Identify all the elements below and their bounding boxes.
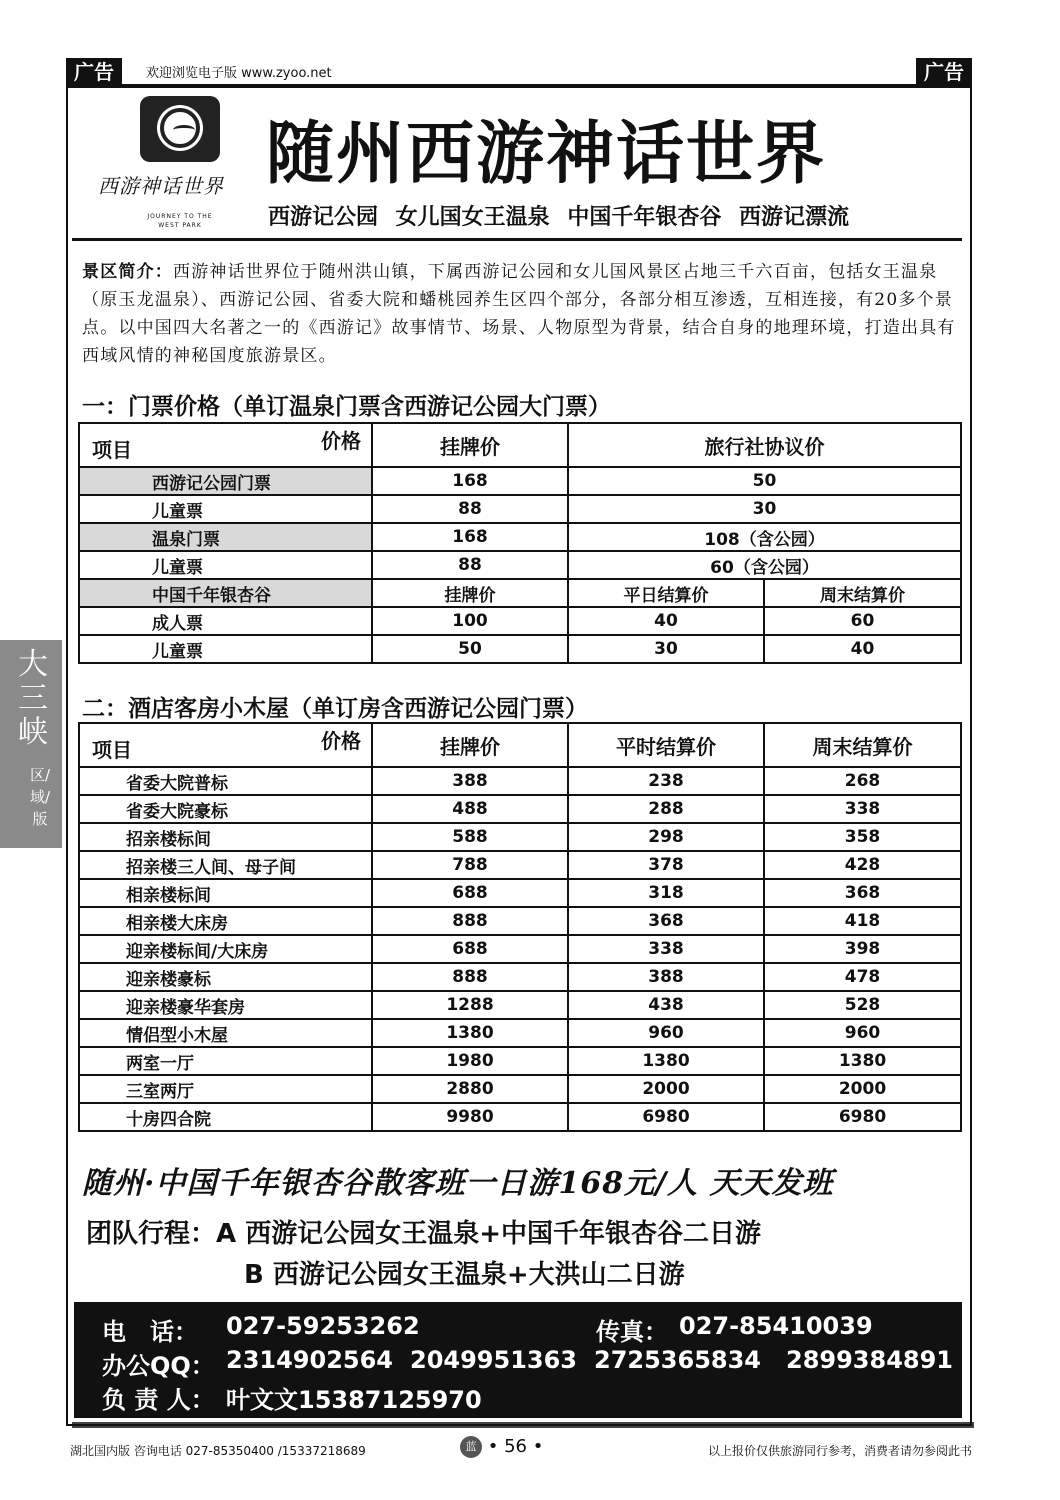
website-url: 欢迎浏览电子版 www.zyoo.net [146, 66, 332, 81]
ginkgo-header-row [79, 579, 961, 607]
row-weekend-price: 40 [764, 635, 961, 663]
ad-tag-right: 广告 [916, 58, 972, 86]
table-row [79, 879, 961, 907]
row-list-price: 9980 [372, 1103, 568, 1131]
table-row [79, 551, 961, 579]
row-list-price: 1288 [372, 991, 568, 1019]
row-name: 迎亲楼豪华套房 [79, 991, 372, 1019]
table-row [79, 823, 961, 851]
diag-header-cell [79, 423, 372, 467]
row-agency-price: 108（含公园） [568, 523, 961, 551]
row-weekend-price: 2000 [764, 1075, 961, 1103]
row-weekend-price: 6980 [764, 1103, 961, 1131]
row-name: 招亲楼三人间、母子间 [79, 851, 372, 879]
row-list-price: 88 [372, 551, 568, 579]
footer-disclaimer: 以上报价仅供旅游同行参考，消费者请勿参阅此书 [707, 1444, 972, 1458]
intro-label: 景区简介： [82, 262, 173, 282]
page-title: 随州西游神话世界 [266, 115, 827, 194]
row-name: 相亲楼标间 [79, 879, 372, 907]
hotel-rows [79, 767, 961, 1131]
row-list-price: 788 [372, 851, 568, 879]
table-row [79, 851, 961, 879]
row-list-price: 2880 [372, 1075, 568, 1103]
fax-label: 传真： [596, 1318, 668, 1346]
row-name: 两室一厅 [79, 1047, 372, 1075]
ginkgo-h3: 周末结算价 [764, 579, 961, 607]
edition-badge: 蓝 [460, 1436, 482, 1458]
row-weekday-price: 2000 [568, 1075, 764, 1103]
row-name: 省委大院豪标 [79, 795, 372, 823]
row-weekday-price: 6980 [568, 1103, 764, 1131]
row-list-price: 168 [372, 523, 568, 551]
fax-number: 027-85410039 [679, 1312, 873, 1340]
owner-label: 负 责 人： [102, 1386, 215, 1414]
row-name: 儿童票 [79, 551, 372, 579]
row-name: 相亲楼大床房 [79, 907, 372, 935]
row-weekend-price: 418 [764, 907, 961, 935]
table-row [79, 963, 961, 991]
row-agency-price: 50 [568, 467, 961, 495]
table-row [79, 1047, 961, 1075]
row-weekend-price: 1380 [764, 1047, 961, 1075]
row-weekday-price: 1380 [568, 1047, 764, 1075]
table-row [79, 495, 961, 523]
row-list-price: 888 [372, 907, 568, 935]
page-number-text: • 56 • [487, 1436, 544, 1457]
row-weekday-price: 30 [568, 635, 764, 663]
header-price: 价格 [321, 729, 361, 753]
ginkgo-h1: 挂牌价 [372, 579, 568, 607]
title-divider [72, 238, 962, 241]
row-weekend-price: 60 [764, 607, 961, 635]
qq-4: 2899384891 [786, 1346, 953, 1374]
row-agency-price: 60（含公园） [568, 551, 961, 579]
row-name: 西游记公园门票 [79, 467, 372, 495]
row-name: 迎亲楼豪标 [79, 963, 372, 991]
row-weekday-price: 378 [568, 851, 764, 879]
promo-line: 随州·中国千年银杏谷散客班一日游168元/人 天天发班 [82, 1166, 834, 1201]
side-title: 大三峡 [18, 647, 48, 750]
row-weekend-price: 358 [764, 823, 961, 851]
row-weekday-price: 960 [568, 1019, 764, 1047]
contact-block [74, 1302, 962, 1418]
row-list-price: 1980 [372, 1047, 568, 1075]
row-weekday-price: 238 [568, 767, 764, 795]
row-list-price: 588 [372, 823, 568, 851]
attractions-subtitle: 西游记公园 女儿国女王温泉 中国千年银杏谷 西游记漂流 [268, 205, 849, 230]
hotel-price-table [78, 722, 962, 1132]
qq-1: 2314902564 [226, 1346, 393, 1374]
row-weekday-price: 388 [568, 963, 764, 991]
page-number [460, 1436, 543, 1458]
table-row [79, 635, 961, 663]
intro-paragraph [82, 258, 962, 370]
header-weekend-price: 周末结算价 [764, 723, 961, 767]
row-weekday-price: 318 [568, 879, 764, 907]
header-weekday-price: 平时结算价 [568, 723, 764, 767]
qq-2: 2049951363 [410, 1346, 577, 1374]
row-list-price: 88 [372, 495, 568, 523]
row-weekday-price: 298 [568, 823, 764, 851]
table-row [79, 1103, 961, 1131]
phone-number: 027-59253262 [226, 1312, 420, 1340]
table-row [79, 1075, 961, 1103]
row-weekend-price: 478 [764, 963, 961, 991]
row-list-price: 168 [372, 467, 568, 495]
table-row [79, 1019, 961, 1047]
row-list-price: 488 [372, 795, 568, 823]
row-name: 情侣型小木屋 [79, 1019, 372, 1047]
table-header-row [79, 423, 961, 467]
phone-label: 电 话： [102, 1318, 198, 1346]
row-list-price: 888 [372, 963, 568, 991]
row-weekday-price: 288 [568, 795, 764, 823]
route-a-text: A 西游记公园女王温泉+中国千年银杏谷二日游 [216, 1219, 761, 1249]
table-row [79, 467, 961, 495]
row-weekday-price: 40 [568, 607, 764, 635]
row-weekday-price: 368 [568, 907, 764, 935]
row-name: 十房四合院 [79, 1103, 372, 1131]
row-list-price: 50 [372, 635, 568, 663]
table-row [79, 767, 961, 795]
row-name: 迎亲楼标间/大床房 [79, 935, 372, 963]
row-list-price: 100 [372, 607, 568, 635]
table-row [79, 935, 961, 963]
qq-label: 办公QQ： [102, 1352, 215, 1380]
row-name: 省委大院普标 [79, 767, 372, 795]
ticket-section-title: 一：门票价格（单订温泉门票含西游记公园大门票） [82, 394, 611, 420]
row-name: 招亲楼标间 [79, 823, 372, 851]
hotel-section-title: 二：酒店客房小木屋（单订房含西游记公园门票） [82, 696, 588, 722]
row-weekday-price: 338 [568, 935, 764, 963]
row-weekend-price: 398 [764, 935, 961, 963]
row-agency-price: 30 [568, 495, 961, 523]
route-label: 团队行程： [86, 1219, 217, 1249]
row-weekend-price: 960 [764, 1019, 961, 1047]
row-list-price: 688 [372, 935, 568, 963]
ticket-price-table [78, 422, 962, 664]
row-weekend-price: 268 [764, 767, 961, 795]
ginkgo-name: 中国千年银杏谷 [79, 579, 372, 607]
ad-tag-left: 广告 [66, 58, 122, 86]
header-price: 价格 [321, 429, 361, 453]
header-agency-price: 旅行社协议价 [568, 423, 961, 467]
logo-chinese: 西游神话世界 [98, 174, 224, 198]
monkey-logo-icon [140, 96, 220, 162]
table-row [79, 795, 961, 823]
logo-english: JOURNEY TO THE WEST PARK [147, 213, 213, 229]
route-b-text: B 西游记公园女王温泉+大洪山二日游 [244, 1260, 685, 1290]
table-row [79, 907, 961, 935]
row-name: 三室两厅 [79, 1075, 372, 1103]
row-weekend-price: 338 [764, 795, 961, 823]
header-item: 项目 [92, 738, 132, 762]
route-a [86, 1213, 761, 1250]
header-list-price: 挂牌价 [372, 723, 568, 767]
row-weekday-price: 438 [568, 991, 764, 1019]
diag-header-cell [79, 723, 372, 767]
row-list-price: 688 [372, 879, 568, 907]
row-name: 儿童票 [79, 495, 372, 523]
intro-text: 西游神话世界位于随州洪山镇，下属西游记公园和女儿国风景区占地三千六百亩，包括女王温泉（原玉龙温泉）、西游记公园、省委大院和蟠桃园养生区四个部分，各部分相互渗透，互相连接，有20多个景点。以中国四大名著之一的《西游记》故事情节、场景、人物原型为背景，结合自身的地理环境，打造出具有西域风情的神秘国度旅游景区。 [82, 262, 956, 366]
table-row [79, 523, 961, 551]
row-name: 成人票 [79, 607, 372, 635]
row-name: 儿童票 [79, 635, 372, 663]
owner-contact: 叶文文15387125970 [226, 1386, 482, 1414]
row-weekend-price: 368 [764, 879, 961, 907]
row-list-price: 388 [372, 767, 568, 795]
table-header-row [79, 723, 961, 767]
edition-side-tab [0, 640, 62, 848]
ginkgo-h2: 平日结算价 [568, 579, 764, 607]
row-list-price: 1380 [372, 1019, 568, 1047]
row-name: 温泉门票 [79, 523, 372, 551]
table-row [79, 607, 961, 635]
row-weekend-price: 528 [764, 991, 961, 1019]
header-list-price: 挂牌价 [372, 423, 568, 467]
table-row [79, 991, 961, 1019]
qq-3: 2725365834 [594, 1346, 761, 1374]
header-item: 项目 [92, 438, 132, 462]
footer-left: 湖北国内版 咨询电话 027-85350400 /15337218689 [70, 1444, 366, 1458]
row-weekend-price: 428 [764, 851, 961, 879]
side-subtitle: 区/域/版 [30, 766, 51, 828]
